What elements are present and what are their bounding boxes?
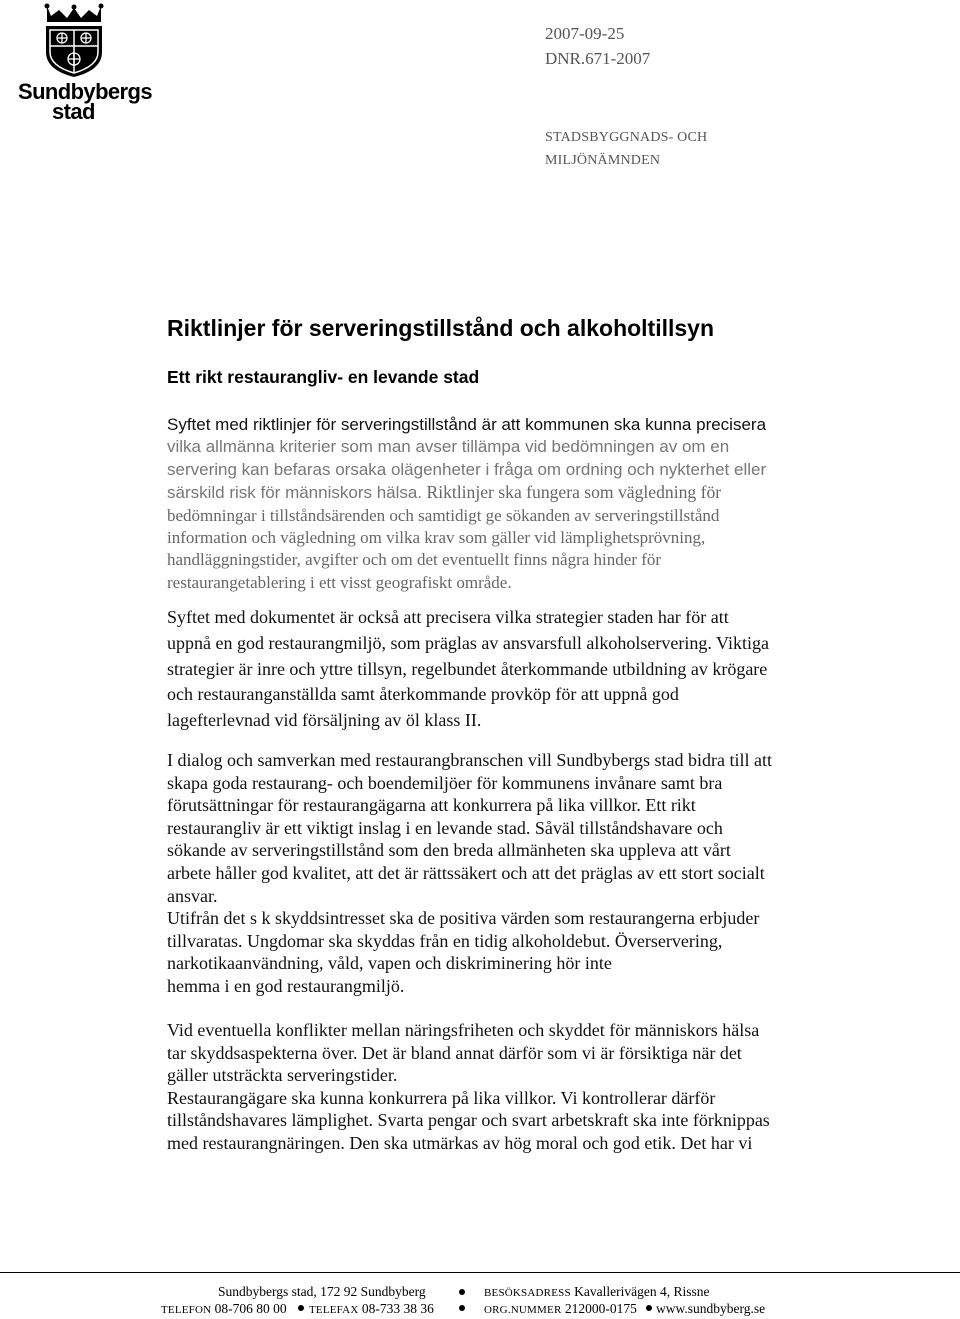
logo-text: Sundbybergs bbox=[18, 79, 152, 104]
text-line: särskild risk för människors hälsa. Riktlinjer ska fungera som vägledning för bbox=[167, 482, 722, 503]
bullet-separator bbox=[646, 1305, 652, 1311]
text-line: med restaurangnäringen. Den ska utmärkas av hög moral och god etik. Det har vi bbox=[167, 1132, 753, 1153]
text-line: I dialog och samverkan med restaurangbranschen vill Sundbybergs stad bidra till att bbox=[167, 750, 773, 770]
paragraph-conflicts bbox=[167, 1019, 827, 1155]
text-line: sökande av serveringstillstånd som den breda allmänheten ska uppleva att vårt bbox=[167, 840, 731, 861]
municipality-logo bbox=[18, 2, 152, 124]
text-line: hemma i en god restaurangmiljö. bbox=[167, 975, 405, 996]
text-line: Utifrån det s k skyddsintresset ska de positiva värden som restaurangerna erbjuder bbox=[167, 908, 760, 929]
text-line: tillvaratas. Ungdomar ska skyddas från en tidig alkoholdebut. Överservering, bbox=[167, 930, 723, 951]
text-line: tillståndshavares lämplighet. Svarta pengar och svart arbetskraft ska inte förknippas bbox=[167, 1110, 770, 1131]
department-line-2: MILJÖNÄMNDEN bbox=[545, 153, 661, 168]
bullet-separator bbox=[459, 1305, 465, 1311]
text-line: information och vägledning om vilka krav som gäller vid lämplighetsprövning, bbox=[167, 528, 706, 548]
text-line: bedömningar i tillståndsärenden och samtidigt ge sökanden av serveringstillstånd bbox=[167, 505, 720, 525]
text-line: Vid eventuella konflikter mellan näringsfriheten och skyddet för människors hälsa bbox=[167, 1020, 760, 1040]
text-line: servering kan befaras orsaka olägenheter i fråga om ordning och nykterhet eller bbox=[167, 459, 767, 479]
footer-visit-address: BESÖKSADRESS Kavallerivägen 4, Rissne bbox=[484, 1284, 710, 1299]
footer-divider bbox=[0, 1272, 960, 1273]
paragraph-strategies bbox=[167, 605, 827, 734]
coat-of-arms-icon bbox=[41, 2, 107, 78]
text-line: handläggningstider, avgifter och om det eventuellt finns några hinder för bbox=[167, 550, 662, 570]
text-line: restaurangliv är ett viktigt inslag i en levande stad. Såväl tillståndshavare och bbox=[167, 817, 723, 838]
text-line: Syftet med riktlinjer för serveringstillstånd är att kommunen ska kunna precisera bbox=[167, 415, 767, 434]
text-line: tar skyddsaspekterna över. Det är bland annat därför som vi är försiktiga när det bbox=[167, 1042, 742, 1063]
text-line: ansvar. bbox=[167, 885, 218, 906]
footer-org-number: ORG.NUMMER 212000-0175 bbox=[484, 1301, 637, 1316]
logo-text-stad: stad bbox=[52, 99, 95, 124]
footer-address: Sundbybergs stad, 172 92 Sundbyberg bbox=[218, 1284, 426, 1299]
bullet-separator bbox=[298, 1305, 304, 1311]
text-line: uppnå en god restaurangmiljö, som präglas av ansvarsfull alkoholservering. Viktiga bbox=[167, 632, 769, 653]
page-title: Riktlinjer för serveringstillstånd och alkoholtillsyn bbox=[167, 315, 715, 341]
footer-phone: TELEFON 08-706 80 00 bbox=[161, 1301, 287, 1316]
text-line: Restaurangägare ska kunna konkurrera på lika villkor. Vi kontrollerar därför bbox=[167, 1087, 716, 1108]
text-line: narkotikaanvändning, våld, vapen och diskriminering hör inte bbox=[167, 953, 612, 974]
page-subtitle: Ett rikt restaurangliv- en levande stad bbox=[167, 367, 480, 387]
footer-fax: TELEFAX 08-733 38 36 bbox=[309, 1301, 434, 1316]
text-line: arbete håller god kvalitet, att det är rättssäkert och att det präglas av ett stort socialt bbox=[167, 862, 765, 883]
footer-website-link[interactable]: www.sundbyberg.se bbox=[656, 1301, 766, 1316]
text-line: och restauranganställda samt återkommande provköp för att uppnå god bbox=[167, 684, 679, 705]
bullet-separator bbox=[459, 1289, 465, 1295]
text-line: restaurangetablering i ett visst geografiskt område. bbox=[167, 572, 512, 592]
paragraph-dialogue bbox=[167, 749, 827, 998]
document-number: DNR.671-2007 bbox=[545, 49, 651, 68]
department-line-1: STADSBYGGNADS- OCH bbox=[545, 130, 708, 145]
text-line: förutsättningar för restaurangägarna att konkurrera på lika villkor. Ett rikt bbox=[167, 795, 696, 816]
paragraph-purpose bbox=[167, 414, 827, 594]
text-line: lagefterlevnad vid försäljning av öl klass II. bbox=[167, 710, 482, 731]
text-line: vilka allmänna kriterier som man avser tillämpa vid bedömningen av om en bbox=[167, 437, 730, 457]
text-line: Syftet med dokumentet är också att precisera vilka strategier staden har för att bbox=[167, 607, 729, 627]
document-date: 2007-09-25 bbox=[545, 24, 625, 43]
text-line: skapa goda restaurang- och boendemiljöer för kommunens invånare samt bra bbox=[167, 772, 723, 793]
text-line: gäller utsträckta serveringstider. bbox=[167, 1065, 398, 1086]
text-line: strategier är inre och yttre tillsyn, regelbundet återkommande utbildning av krögare bbox=[167, 658, 768, 679]
